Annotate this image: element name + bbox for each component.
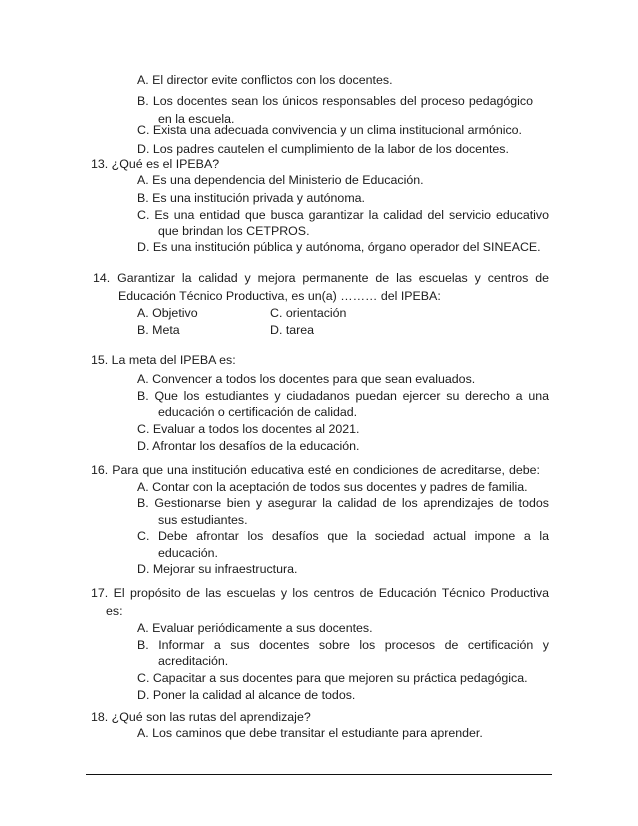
option-14-a: A. Objetivo: [137, 306, 198, 320]
option-15-b-cont: educación o certificación de calidad.: [158, 405, 358, 419]
option-15-a: A. Convencer a todos los docentes para que sean evaluados.: [137, 372, 476, 386]
option-16-d: D. Mejorar su infraestructura.: [137, 562, 298, 576]
question-18: 18. ¿Qué son las rutas del aprendizaje?: [91, 710, 311, 724]
question-14-cont: Educación Técnico Productiva, es un(a) ……… del IPEBA:: [118, 289, 441, 303]
option-17-b: B. Informar a sus docentes sobre los procesos de certificación y: [137, 638, 549, 652]
question-16: 16. Para que una institución educativa esté en condiciones de acreditarse, debe:: [91, 463, 540, 477]
option-17-a: A. Evaluar periódicamente a sus docentes.: [137, 621, 373, 635]
option-15-c: C. Evaluar a todos los docentes al 2021.: [137, 422, 360, 436]
option-12-b: B. Los docentes sean los únicos responsables del proceso pedagógico: [137, 94, 533, 108]
option-12-a: A. El director evite conflictos con los docentes.: [137, 73, 393, 87]
option-17-c: C. Capacitar a sus docentes para que mejoren su práctica pedagógica.: [137, 671, 528, 685]
option-13-a: A. Es una dependencia del Ministerio de Educación.: [137, 173, 424, 187]
option-12-c: C. Exista una adecuada convivencia y un clima institucional armónico.: [137, 123, 522, 137]
option-15-d: D. Afrontar los desafíos de la educación.: [137, 439, 360, 453]
option-12-b-cont: en la escuela.: [158, 112, 235, 126]
option-16-c-cont: educación.: [158, 546, 218, 560]
option-13-b: B. Es una institución privada y autónoma.: [137, 191, 365, 205]
option-16-a: A. Contar con la aceptación de todos sus docentes y padres de familia.: [137, 480, 528, 494]
option-14-d: D. tarea: [270, 323, 315, 337]
option-16-b: B. Gestionarse bien y asegurar la calidad de los aprendizajes de todos: [137, 496, 549, 510]
option-16-b-cont: sus estudiantes.: [158, 513, 248, 527]
option-14-c: C. orientación: [270, 306, 347, 320]
option-17-b-cont: acreditación.: [158, 654, 229, 668]
question-15: 15. La meta del IPEBA es:: [91, 353, 236, 367]
option-13-c-cont: que brindan los CETPROS.: [158, 224, 310, 238]
question-17: 17. El propósito de las escuelas y los centros de Educación Técnico Productiva: [91, 586, 549, 600]
option-17-d: D. Poner la calidad al alcance de todos.: [137, 688, 356, 702]
question-17-cont: es:: [106, 604, 123, 618]
footer-divider: [86, 774, 552, 775]
option-13-c: C. Es una entidad que busca garantizar la calidad del servicio educativo: [137, 208, 549, 222]
option-13-d: D. Es una institución pública y autónoma, órgano operador del SINEACE.: [137, 240, 541, 254]
option-12-d: D. Los padres cautelen el cumplimiento de la labor de los docentes.: [137, 142, 509, 156]
question-13: 13. ¿Qué es el IPEBA?: [91, 157, 220, 171]
option-15-b: B. Que los estudiantes y ciudadanos puedan ejercer su derecho a una: [137, 389, 549, 403]
option-16-c: C. Debe afrontar los desafíos que la sociedad actual impone a la: [137, 529, 549, 543]
option-14-b: B. Meta: [137, 323, 180, 337]
question-14: 14. Garantizar la calidad y mejora permanente de las escuelas y centros de: [93, 271, 549, 285]
option-18-a: A. Los caminos que debe transitar el estudiante para aprender.: [137, 726, 483, 740]
